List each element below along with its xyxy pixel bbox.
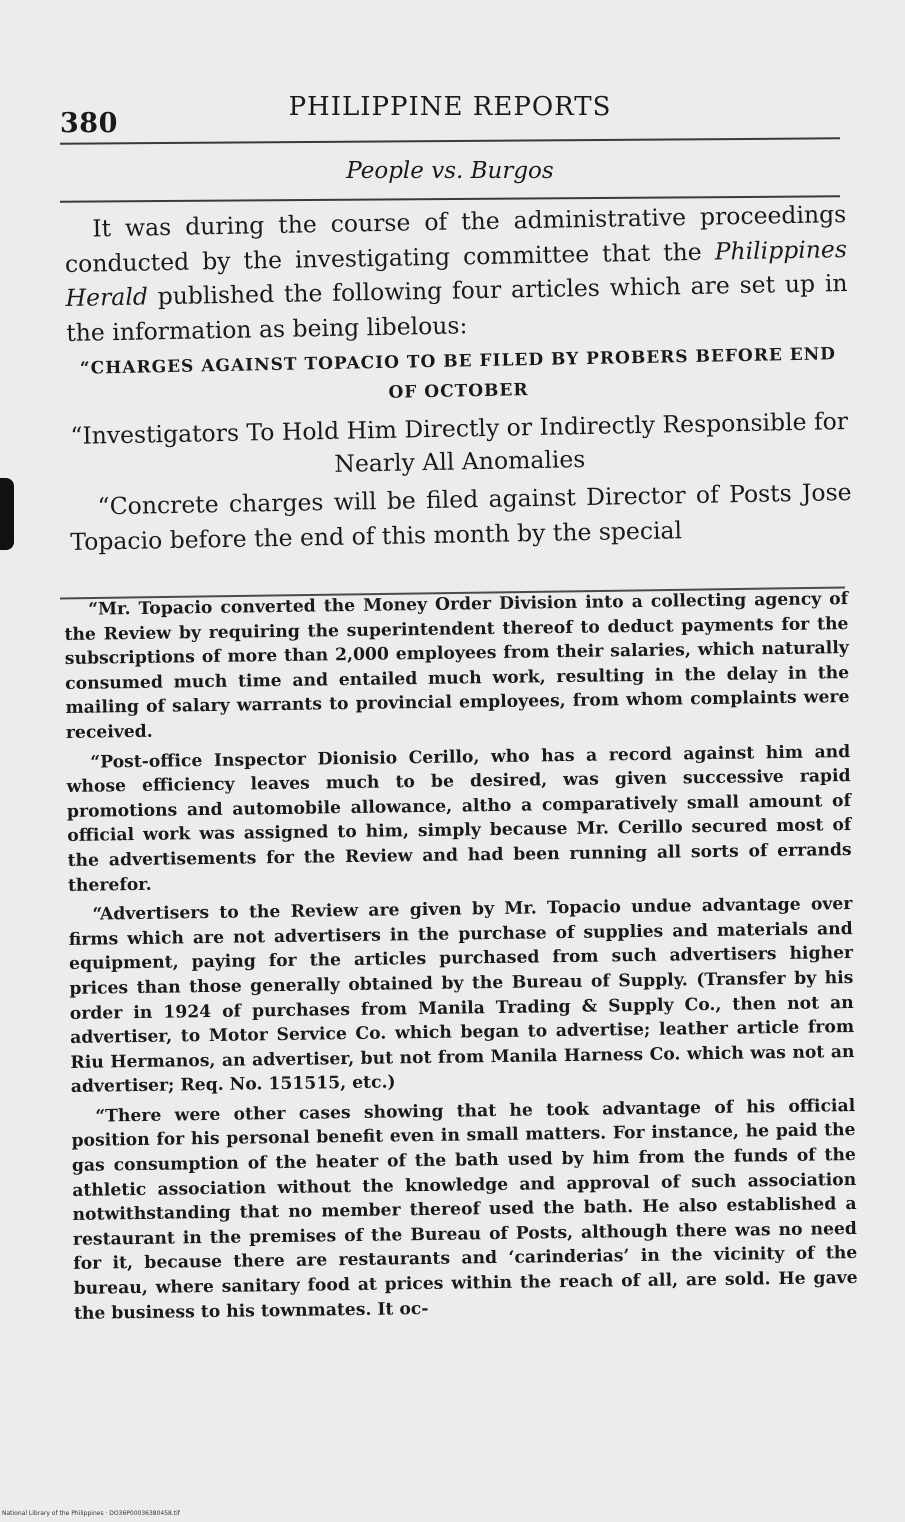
footnote-paragraph: “Post-office Inspector Dionisio Cerillo, who has a record against him and whose efficiency leaves much to be desired, was given successive rapid promotions and automobile allowance, altho a comparatively small amount of official work was assigned to him, simply because Mr. Cerillo secured most of the advertisements for the Review and had been running all sorts of errands therefor. [66,741,852,896]
header-rule [60,137,840,144]
newspaper-name: Philippines Herald [65,234,848,312]
footnote-paragraph: “Advertisers to the Review are given by Mr. Topacio undue advantage over firms which are not advertisers in the purchase of supplies and materials and equipment, paying for the articles purchased from such advertisers higher prices than those generally obtained by the Bureau of Supply. (Transfer by his order in 1924 of purchases from Manila Trading & Supply Co., then not an advertiser, to Motor Service Co. which began to advertise; leather article from Riu Hermanos, an advertiser, but not from Manila Harness Co. which was not an advertiser; Req. No. 151515, etc.) [68,894,855,1098]
intro-text-start: It was during the course of the administrative proceedings conducted by the investigating committee that the [64,199,847,278]
running-head: PHILIPPINE REPORTS [288,92,612,122]
scan-credit: National Library of the Philippines · DO36P00036380458.tif [2,1510,180,1517]
footnote-block [64,587,858,1331]
footnote-paragraph: “There were other cases showing that he took advantage of his official position for his personal benefit even in small matters. For instance, he paid the gas consumption of the heater of the bath used by him from the funds of the athletic association without the knowledge and approval of such association notwithstanding that no member thereof used the bath. He also established a restaurant in the premises of the Bureau of Posts, although there was no need for it, because there are restaurants and ‘carinderias’ in the vicinity of the bureau, where sanitary food at prices within the reach of all, are sold. He gave the business to his townmates. It oc- [71,1095,858,1324]
binding-margin-mark [0,478,14,550]
intro-paragraph [64,197,849,350]
article-subheadline: “Investigators To Hold Him Directly or Indirectly Responsible for Nearly All Anomalies [70,406,849,478]
article-quote-paragraph: “Concrete charges will be filed against Director of Posts Jose Topacio before the end of this month by the special [70,477,852,556]
page-number: 380 [60,108,118,139]
main-text [64,197,853,559]
footnote-paragraph: “Mr. Topacio converted the Money Order Division into a collecting agency of the Review by requiring the superintendent thereof to deduct payments for the subscriptions of more than 2,000 employees from their salaries, which naturally consumed much time and entailed much work, resulting in the delay in the mailing of salary warrants to provincial employees, from whom complaints were received. [64,589,850,743]
article-headline: “CHARGES AGAINST TOPACIO TO BE FILED BY PROBERS BEFORE END OF OCTOBER [79,344,837,403]
case-title: People vs. Burgos [346,158,554,184]
intro-text-end: published the following four articles which are set up in the information as being libelous: [66,268,848,347]
